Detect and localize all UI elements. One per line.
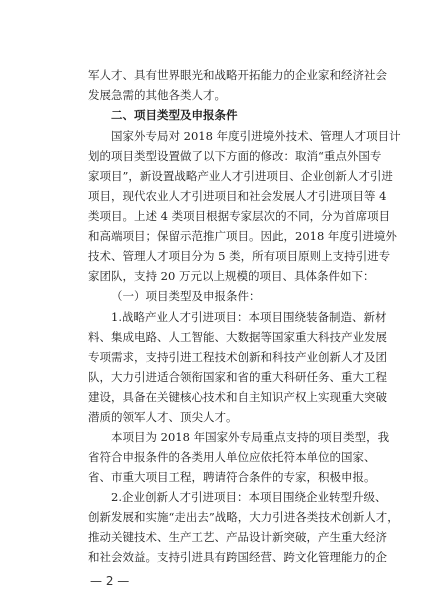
paragraph-line: 省、市重大项目工程，聘请符合条件的专家，积极申报。 [88, 470, 376, 484]
paragraph-line: 队，大力引进适合领衔国家和省的重大科研任务、重大工程 [88, 370, 387, 384]
paragraph-line: 发展急需的其他各类人才。 [88, 88, 226, 102]
paragraph-line: 建设，具备在关键核心技术和自主知识产权上实现重大突破 [88, 390, 387, 404]
paragraph-line: 家项目”，新设置战略产业人才引进项目、企业创新人才引进 [88, 169, 393, 183]
paragraph-line: 2.企业创新人才引进项目：本项目围绕企业转型升级、 [111, 490, 387, 504]
paragraph-line: 专项需求，支持引进工程技术创新和科技产业创新人才及团 [88, 350, 387, 364]
paragraph-line: 类项目。上述 4 类项目根据专家层次的不同，分为首席项目 [88, 209, 391, 223]
page-number: — 2 — [90, 574, 130, 588]
paragraph-line: 技术、管理人才项目分为 5 类，所有项目原则上支持引进专 [88, 249, 391, 263]
section-heading: 二、项目类型及申报条件 [111, 108, 238, 122]
paragraph-line: 创新发展和实施“走出去”战略，大力引进各类技术创新人才， [88, 510, 399, 524]
paragraph-line: 划的项目类型设置做了以下方面的修改：取消“重点外国专 [88, 149, 382, 163]
paragraph-line: 推动关键技术、生产工艺、产品设计新突破，产生重大经济 [88, 530, 387, 544]
paragraph-line: 家团队，支持 20 万元以上规模的项目、具体条件如下： [88, 269, 375, 283]
paragraph-line: 国家外专局对 2018 年度引进境外技术、管理人才项目计 [111, 129, 401, 143]
paragraph-line: 料、集成电路、人工智能、大数据等国家重大科技产业发展 [88, 330, 387, 344]
paragraph-line: 1.战略产业人才引进项目：本项目围绕装备制造、新材 [111, 310, 387, 324]
paragraph-line: 本项目为 2018 年国家外专局重点支持的项目类型，我 [111, 430, 390, 444]
paragraph-line: 潜质的领军人才、顶尖人才。 [88, 410, 238, 424]
paragraph-line: 省符合申报条件的各类用人单位应依托符本单位的国家、 [88, 450, 376, 464]
paragraph-line: 军人才、具有世界眼光和战略开拓能力的企业家和经济社会 [88, 68, 387, 82]
paragraph-line: 和高端项目；保留示范推广项目。因此，2018 年度引进境外 [88, 229, 397, 243]
subsection-heading: （一）项目类型及申报条件： [111, 289, 261, 303]
paragraph-line: 项目，现代农业人才引进项目和社会发展人才引进项目等 4 [88, 189, 387, 203]
paragraph-line: 和社会效益。支持引进具有跨国经营、跨文化管理能力的企 [88, 550, 387, 564]
